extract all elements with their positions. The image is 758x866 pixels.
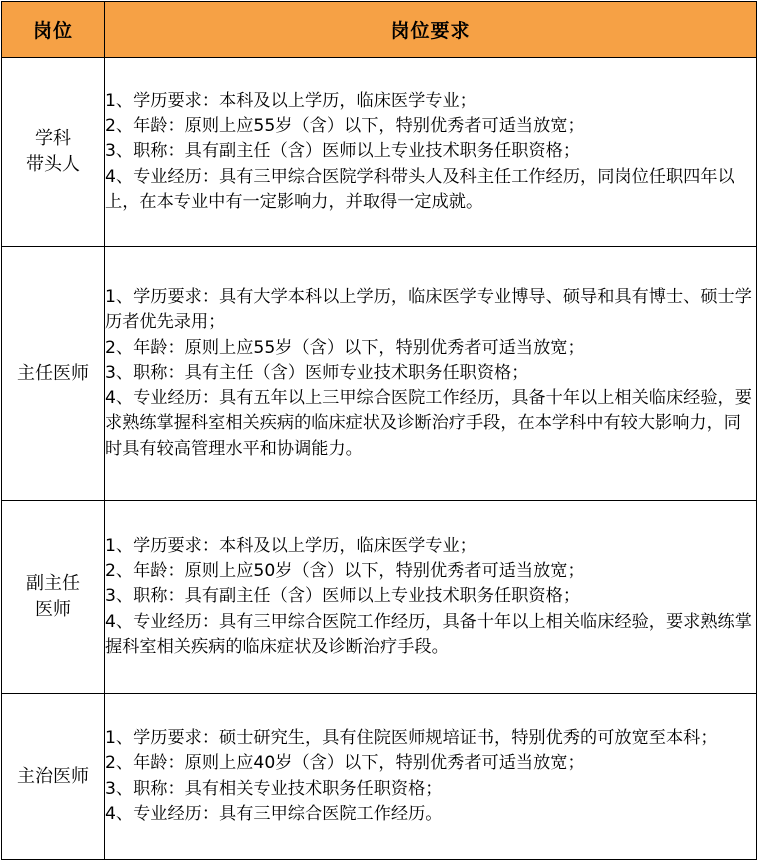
position-cell	[2, 694, 105, 860]
requirement-item: 3、职称：具有副主任（含）医师以上专业技术职务任职资格；	[105, 141, 581, 162]
position-cell	[2, 247, 105, 501]
requirement-item: 1、学历要求：本科及以上学历，临床医学专业；	[105, 90, 477, 111]
position-cell	[2, 58, 105, 247]
requirement-item: 2、年龄：原则上应55岁（含）以下，特别优秀者可适当放宽；	[105, 337, 585, 358]
header-row	[2, 2, 757, 58]
requirement-item: 2、年龄：原则上应50岁（含）以下，特别优秀者可适当放宽；	[105, 561, 585, 582]
table-row	[2, 694, 757, 860]
requirement-item: 3、职称：具有副主任（含）医师以上专业技术职务任职资格；	[105, 586, 581, 607]
position-line: 副主任	[26, 573, 80, 594]
position-line: 带头人	[26, 154, 80, 175]
header-requirements: 岗位要求	[105, 2, 757, 58]
requirements-cell	[105, 694, 757, 860]
table-row	[2, 501, 757, 694]
requirement-item: 1、学历要求：硕士研究生，具有住院医师规培证书，特别优秀的可放宽至本科；	[105, 727, 718, 748]
position-line: 主治医师	[17, 765, 89, 787]
requirement-item: 3、职称：具有相关专业技术职务任职资格；	[105, 778, 443, 799]
requirements-table	[1, 1, 757, 860]
requirements-cell	[105, 501, 757, 694]
requirement-item: 4、专业经历：具有三甲综合医院工作经历。	[105, 803, 443, 824]
position-cell	[2, 501, 105, 694]
header-position: 岗位	[2, 2, 105, 58]
requirement-item: 1、学历要求：具有大学本科以上学历，临床医学专业博导、硕导和具有博士、硕士学历者优先录用；	[105, 286, 752, 333]
position-line: 主任医师	[17, 362, 89, 384]
requirement-item: 4、专业经历：具有三甲综合医院工作经历，具备十年以上相关临床经验，要求熟练掌握科室相关疾病的临床症状及诊断治疗手段。	[105, 611, 752, 657]
requirements-cell	[105, 247, 757, 501]
requirement-item: 4、专业经历：具有三甲综合医院学科带头人及科主任工作经历，同岗位任职四年以上，在本专业中有一定影响力，并取得一定成就。	[105, 166, 735, 212]
requirement-item: 4、专业经历：具有五年以上三甲综合医院工作经历，具备十年以上相关临床经验，要求熟练掌握科室相关疾病的临床症状及诊断治疗手段，在本学科中有较大影响力，同时具有较高管理水平和协调能力。	[105, 388, 752, 459]
requirement-item: 2、年龄：原则上应40岁（含）以下，特别优秀者可适当放宽；	[105, 753, 585, 774]
position-line: 学科	[35, 128, 71, 149]
requirements-cell	[105, 58, 757, 247]
position-line: 医师	[35, 599, 71, 620]
requirement-item: 2、年龄：原则上应55岁（含）以下，特别优秀者可适当放宽；	[105, 116, 585, 137]
table-row	[2, 58, 757, 247]
requirement-item: 3、职称：具有主任（含）医师专业技术职务任职资格；	[105, 362, 529, 383]
table-row	[2, 247, 757, 501]
requirement-item: 1、学历要求：本科及以上学历，临床医学专业；	[105, 535, 477, 556]
